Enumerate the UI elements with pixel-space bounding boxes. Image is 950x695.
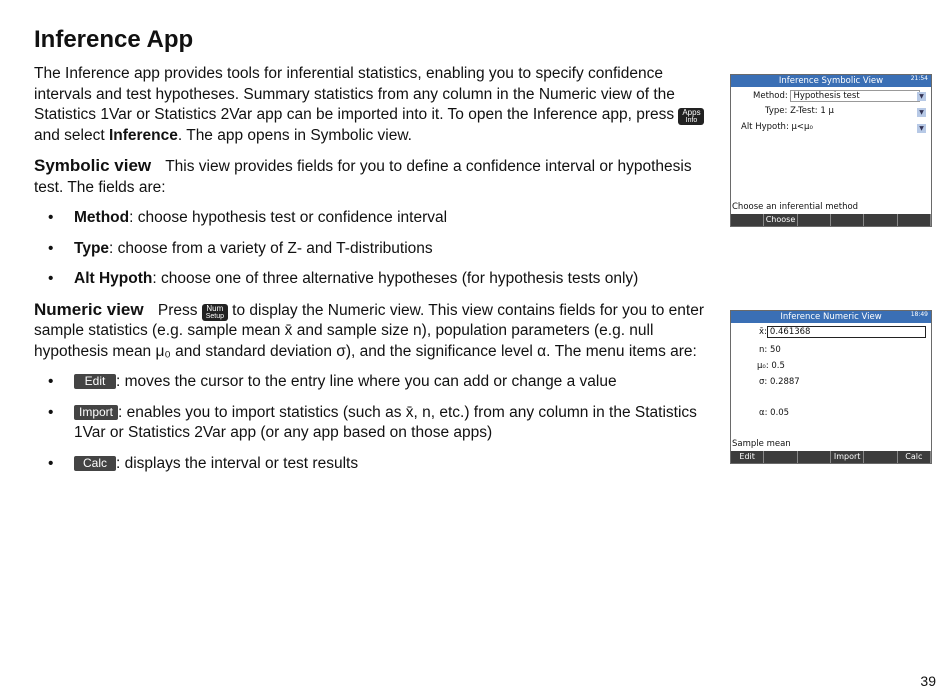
- page-title: Inference App: [34, 26, 194, 53]
- method-row: Method: Hypothesis test: [753, 90, 920, 102]
- screen-menu-bar: Edit Import Calc: [731, 451, 931, 463]
- intro-text-3: . The app opens in Symbolic view.: [177, 126, 412, 144]
- page-number: 39: [920, 673, 936, 689]
- mu-row: μ₀: 0.5: [757, 361, 785, 371]
- screen-title-bar: Inference Numeric View 18:49: [731, 311, 931, 323]
- numeric-paragraph: [34, 300, 714, 363]
- numeric-view-screenshot: [730, 310, 932, 464]
- chevron-down-icon: ▼: [917, 124, 926, 133]
- method-field: Hypothesis test: [790, 90, 920, 102]
- num-key-icon: Num Setup: [202, 304, 228, 321]
- intro-text-2: and select: [34, 126, 109, 144]
- list-item: • Method: choose hypothesis test or confidence interval: [34, 208, 714, 229]
- symbolic-paragraph: [34, 156, 714, 198]
- list-item: • Edit : moves the cursor to the entry line where you can add or change a value: [34, 372, 714, 393]
- list-item: • Calc : displays the interval or test results: [34, 454, 714, 475]
- numeric-text-b: to display the Numeric view. This view contains fields for you to enter sample statistics (e.g. sample mean x̄ and sample size n), population parameters (e.g. null hypothesis mean μ₀ and standard deviation σ), and the significance level α. The menu items are:: [34, 301, 704, 360]
- symbolic-fields-list: [34, 208, 714, 290]
- calc-softkey: Calc: [74, 456, 116, 471]
- menu-items-list: [34, 372, 714, 474]
- intro-paragraph: [34, 64, 714, 146]
- symbolic-heading: Symbolic view: [34, 156, 152, 175]
- help-text: Sample mean: [732, 439, 791, 449]
- chevron-down-icon: ▼: [917, 92, 926, 101]
- alpha-row: α: 0.05: [759, 408, 790, 418]
- screen-menu-bar: Choose: [731, 214, 931, 226]
- alt-hypoth-row: Alt Hypoth: μ<μ₀: [741, 122, 813, 132]
- chevron-down-icon: ▼: [917, 108, 926, 117]
- list-item: • Alt Hypoth: choose one of three alternative hypotheses (for hypothesis tests only): [34, 269, 714, 290]
- type-row: Type: Z-Test: 1 μ: [765, 106, 834, 116]
- numeric-text-a: Press: [157, 301, 198, 319]
- help-text: Choose an inferential method: [732, 202, 859, 212]
- xbar-entry-field: 0.461368: [767, 326, 926, 338]
- inference-term: Inference: [108, 126, 178, 144]
- list-item: • Type: choose from a variety of Z- and T-distributions: [34, 239, 714, 260]
- n-row: n: 50: [759, 345, 781, 355]
- symbolic-text: This view provides fields for you to define a confidence interval or hypothesis test. The fields are:: [34, 158, 692, 196]
- sigma-row: σ: 0.2887: [759, 377, 800, 387]
- edit-softkey: Edit: [74, 374, 116, 389]
- import-softkey: Import: [74, 405, 118, 420]
- numeric-heading: Numeric view: [34, 299, 144, 319]
- list-item: • Import : enables you to import statistics (such as x̄, n, etc.) from any column in the Statistics 1Var or Statistics 2Var app (or any app based on those apps): [34, 403, 714, 444]
- intro-text: The Inference app provides tools for inferential statistics, enabling you to specify confidence intervals and test hypotheses. Summary statistics from any column in the Numeric view of the Statistics 1Var or Statistics 2Var app can be imported into it. To open the Inference app, press: [34, 65, 675, 123]
- symbolic-view-screenshot: [730, 74, 932, 227]
- apps-key-icon: Apps Info: [678, 108, 704, 125]
- xbar-row: x̄: 0.461368: [759, 326, 926, 338]
- screen-title-bar: Inference Symbolic View 21:54: [731, 75, 931, 87]
- main-column: [34, 64, 714, 484]
